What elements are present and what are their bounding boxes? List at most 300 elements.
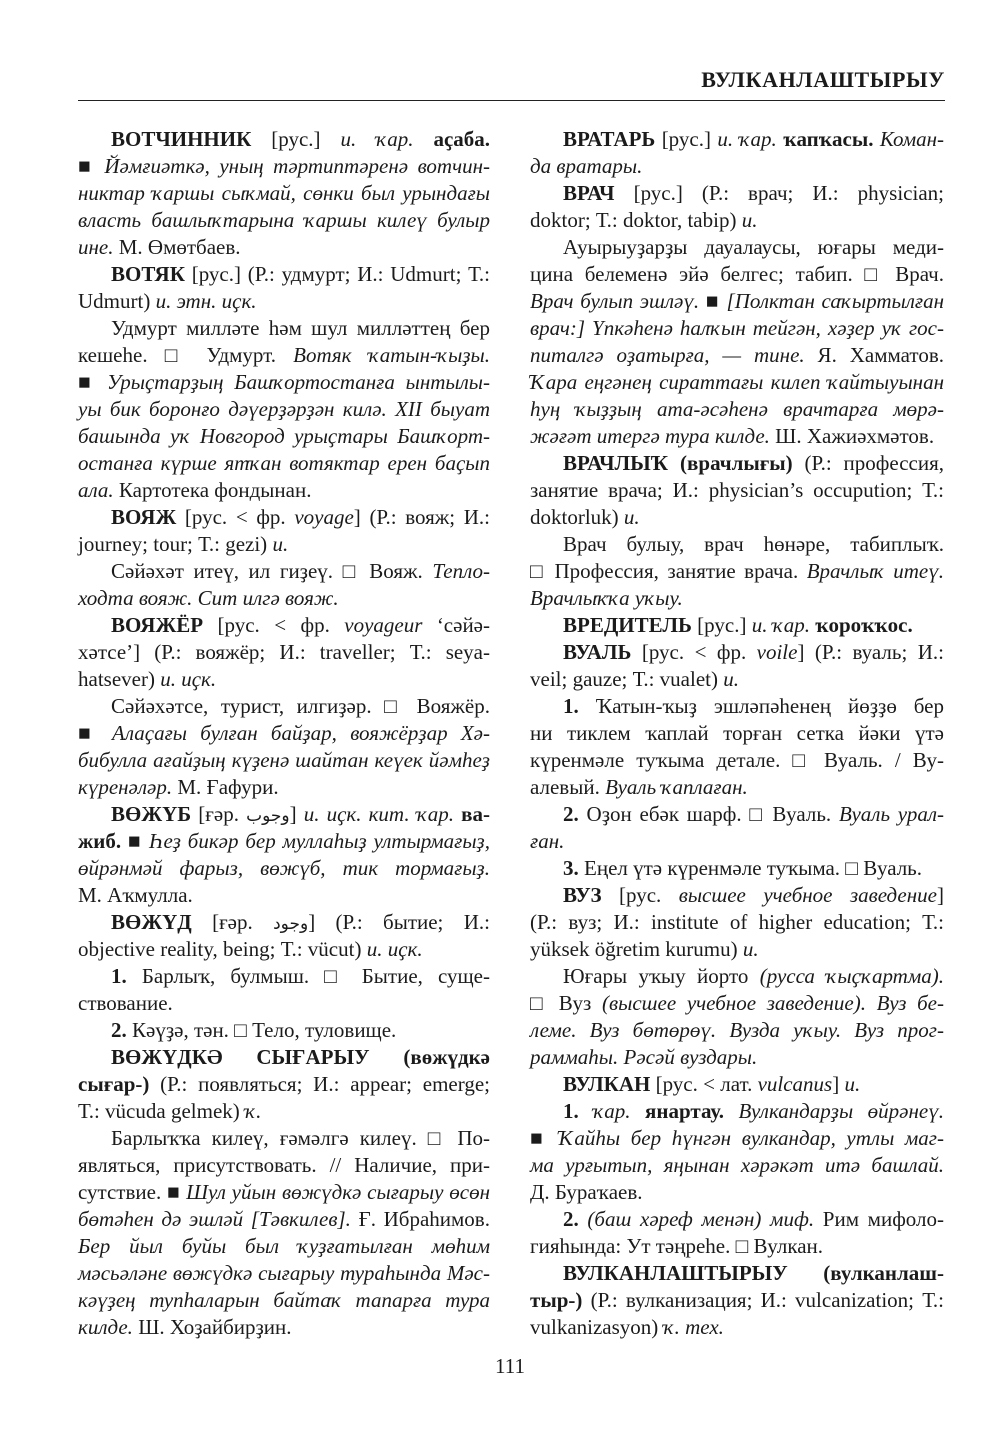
- italic-text: леме. Вуз бөтөрөү. Вузда уҡыу. Вуз прог-: [530, 1018, 944, 1042]
- text: ]: [289, 802, 304, 826]
- text-line: [78, 261, 490, 288]
- dictionary-paragraph: [530, 234, 944, 450]
- text-line: [530, 369, 944, 396]
- bold-text: аҫаба.: [433, 127, 491, 151]
- text-line: [78, 882, 490, 909]
- text-line: [78, 153, 490, 180]
- text-line: [78, 612, 490, 639]
- text: М. Аҡмулла.: [78, 883, 193, 907]
- text-line: [530, 477, 944, 504]
- headword: ВУЗ: [563, 883, 602, 907]
- text-line: [78, 450, 490, 477]
- dictionary-paragraph: [530, 1260, 944, 1341]
- text: ]: [832, 1072, 845, 1096]
- text: (Р.: профессия,: [792, 451, 944, 475]
- text-line: [530, 153, 944, 180]
- italic-text: килде.: [78, 1315, 133, 1339]
- text-line: [530, 342, 944, 369]
- dictionary-paragraph: [78, 612, 490, 693]
- text-line: [78, 801, 490, 828]
- text: Д. Бураҡаев.: [530, 1180, 643, 1204]
- text-line: [78, 423, 490, 450]
- text-line: [78, 1098, 490, 1125]
- text-line: [530, 774, 944, 801]
- text-line: [78, 396, 490, 423]
- italic-text: и. ҡар.: [340, 127, 414, 151]
- italic-text: Ҡайһы бер һүнгән вулкандар, утлы маг-: [558, 1126, 944, 1150]
- italic-text: Тепло-: [432, 559, 490, 583]
- text-line: [530, 666, 944, 693]
- dictionary-paragraph: [530, 855, 944, 882]
- text: [631, 1099, 645, 1123]
- text: doktorluk): [530, 505, 624, 529]
- text-line: [530, 558, 944, 585]
- dictionary-paragraph: [78, 126, 490, 261]
- italic-text: Йәмғиәткә, уның тәртиптәренә вотчин-: [104, 154, 491, 178]
- text-line: [530, 882, 944, 909]
- text-line: [530, 126, 944, 153]
- text: [рус.: [601, 883, 679, 907]
- text-line: [78, 477, 490, 504]
- italic-text: (русса ҡыҫҡартма).: [759, 964, 944, 988]
- text-line: [78, 1233, 490, 1260]
- headword: ВУАЛЬ: [563, 640, 632, 664]
- text: хәтсе’] (Р.: вояжёр; И.: traveller; Т.: seya-: [78, 640, 490, 664]
- italic-text: и.: [741, 208, 758, 232]
- text: гияһында: Ут тәңреһе. □ Вулкан.: [530, 1234, 824, 1258]
- text: journey; tour; Т.: gezi): [78, 532, 273, 556]
- text-line: [530, 180, 944, 207]
- text: □ Профессия, занятие врача.: [530, 559, 807, 583]
- text-line: [530, 423, 944, 450]
- text-line: [530, 1071, 944, 1098]
- text: ■: [78, 370, 107, 394]
- headword: ВӨЖҮД: [111, 910, 192, 934]
- text: Т.: vücuda gelmek): [78, 1099, 246, 1123]
- text-line: [78, 1044, 490, 1071]
- dictionary-paragraph: [530, 963, 944, 1071]
- italic-text: и.: [723, 667, 739, 691]
- text: ■: [78, 154, 105, 178]
- text-line: [78, 369, 490, 396]
- text-line: [530, 990, 944, 1017]
- text: [рус. < фр.: [631, 640, 757, 664]
- italic-text: и.: [844, 1072, 861, 1096]
- italic-text: и. иҫк.: [366, 937, 423, 961]
- text: [579, 1099, 593, 1123]
- dictionary-paragraph: [78, 315, 490, 504]
- text: [рус.]: [655, 127, 718, 151]
- italic-text: ҡар.: [593, 1099, 631, 1123]
- text: алевый.: [530, 775, 606, 799]
- italic-text: кәүҙең тупһаларын байтаҡ тапарға тура: [78, 1288, 490, 1312]
- text: Ҡатын-ҡыҙ эшләпәһенең йөҙҙө бер: [578, 694, 944, 718]
- text-line: [530, 1287, 944, 1314]
- text: [ғәр.: [191, 910, 274, 934]
- italic-text: voyageur: [344, 613, 423, 637]
- page-number: 111: [495, 1354, 525, 1378]
- dictionary-paragraph: [78, 693, 490, 801]
- dictionary-paragraph: [78, 1017, 490, 1044]
- text-line: [530, 1233, 944, 1260]
- text: Сәйәхәт итеү, ил гиҙеү. □ Вояж.: [111, 559, 433, 583]
- text-line: [78, 1071, 490, 1098]
- text-line: [530, 801, 944, 828]
- dictionary-paragraph: [530, 612, 944, 639]
- text: Юғары уҡыу йорто: [563, 964, 760, 988]
- text-line: [78, 234, 490, 261]
- text-line: [78, 558, 490, 585]
- headword: ВРЕДИТЕЛЬ: [563, 613, 692, 637]
- italic-text: бибулла ағайҙың күҙенә шайтан кеүек йәмһеҙ: [78, 748, 490, 772]
- text-line: [78, 1017, 490, 1044]
- italic-text: Коман-: [879, 127, 945, 151]
- text: цина белеменә эйә белгес; табип. □ Врач.: [530, 262, 944, 286]
- text-line: [78, 180, 490, 207]
- text: Я. Хамматов.: [804, 343, 944, 367]
- bold-text: ҡапҡасы.: [783, 127, 874, 151]
- text-line: [78, 342, 490, 369]
- italic-text: башында уҡ Новгород урыҫтары Башҡорт-: [78, 424, 490, 448]
- italic-text: күренәләр.: [78, 775, 173, 799]
- text-line: [530, 1206, 944, 1233]
- bold-text: 2.: [111, 1018, 127, 1042]
- text-line: [78, 1206, 490, 1233]
- text-line: [530, 531, 944, 558]
- text-line: [530, 234, 944, 261]
- text: ■: [530, 1126, 559, 1150]
- text-line: [530, 261, 944, 288]
- text: ] (Р.: бытие; И.:: [308, 910, 490, 934]
- text: doktor; Т.: doktor, tabip): [530, 208, 742, 232]
- text-line: [78, 1125, 490, 1152]
- italic-text: и.: [623, 505, 640, 529]
- text-line: [530, 1125, 944, 1152]
- dictionary-paragraph: [530, 1071, 944, 1098]
- text-line: [530, 936, 944, 963]
- text-line: [530, 1098, 944, 1125]
- italic-text: ған.: [530, 829, 565, 853]
- headword: ВРАТАРЬ: [563, 127, 656, 151]
- right-column: [530, 126, 944, 1341]
- italic-text: и.: [742, 937, 759, 961]
- text: Udmurt): [78, 289, 156, 313]
- headword: ВОЯЖ: [111, 505, 177, 529]
- italic-text: да вратары.: [530, 154, 643, 178]
- text-line: [78, 936, 490, 963]
- text-line: [78, 855, 490, 882]
- text: (Р.: вулканизация; И.: vulcanization; Т.:: [582, 1288, 944, 1312]
- dictionary-paragraph: [530, 639, 944, 693]
- bold-text: 3.: [563, 856, 579, 880]
- text: ]: [937, 883, 944, 907]
- dictionary-paragraph: [78, 504, 490, 558]
- text-line: [78, 666, 490, 693]
- italic-text: Вуаль ҡаплаған.: [605, 775, 748, 799]
- dictionary-paragraph: [78, 1044, 490, 1125]
- text: hatsever): [78, 667, 161, 691]
- italic-text: voyage: [294, 505, 354, 529]
- italic-text: ходта вояж. Сит илгә вояж.: [78, 586, 339, 610]
- bold-text: ҡороҡҡос.: [815, 613, 913, 637]
- italic-text: Шул уйын вөжүдкә сығарыу өсөн: [186, 1180, 490, 1204]
- text: ] (Р.: вуаль; И.:: [797, 640, 944, 664]
- text-line: [530, 1044, 944, 1071]
- italic-text: (высшее учебное заведение). Вуз бе-: [602, 991, 944, 1015]
- text-line: [78, 1179, 490, 1206]
- text-line: [530, 450, 944, 477]
- dictionary-paragraph: [530, 1098, 944, 1206]
- italic-text: жәғәт итергә тура килде.: [530, 424, 770, 448]
- italic-text: питалгә оҙатырға, — тине.: [530, 343, 805, 367]
- italic-text: vulcanus: [757, 1072, 833, 1096]
- text: Рим мифоло-: [814, 1207, 944, 1231]
- text: Оҙон ебәк шарф. □ Вуаль.: [578, 802, 839, 826]
- dictionary-paragraph: [530, 882, 944, 963]
- italic-text: ҡ.: [245, 1099, 262, 1123]
- italic-text: Врач булып эшләү.: [530, 289, 700, 313]
- text: [рус.]: [251, 127, 341, 151]
- text-line: [530, 909, 944, 936]
- left-column: [78, 126, 490, 1341]
- italic-text: уы бик боронғо дәүерҙәрҙән килә. XII быуат: [78, 397, 490, 421]
- text-line: [530, 855, 944, 882]
- text-line: [78, 288, 490, 315]
- text: Кәүҙә, тән. □ Тело, туловище.: [126, 1018, 397, 1042]
- text: Ауырыуҙарҙы дауалаусы, юғары меди-: [563, 235, 944, 259]
- italic-text: высшее учебное заведение: [678, 883, 937, 907]
- text-line: [78, 585, 490, 612]
- bold-text: 1.: [563, 1099, 579, 1123]
- text-line: [78, 963, 490, 990]
- headword: ВУЛКАН: [563, 1072, 651, 1096]
- text-line: [530, 396, 944, 423]
- text-line: [78, 990, 490, 1017]
- dictionary-paragraph: [78, 261, 490, 315]
- text-line: [530, 288, 944, 315]
- italic-text: и. ҡар.: [751, 613, 811, 637]
- text: objective reality, being; Т.: vücut): [78, 937, 367, 961]
- italic-text: и. этн. иҫк.: [155, 289, 257, 313]
- text: Барлыҡҡа килеү, ғәмәлгә килеү. □ По-: [111, 1126, 490, 1150]
- italic-text: ине.: [78, 235, 114, 259]
- dictionary-paragraph: [78, 963, 490, 1017]
- italic-text: и. иҫк. кит. ҡар.: [303, 802, 455, 826]
- italic-text: и. иҫк.: [160, 667, 217, 691]
- italic-text: Бер йыл буйы был ҡуҙғатылған мөһим: [78, 1234, 490, 1258]
- text-line: [530, 963, 944, 990]
- headword: ВОТЯК: [111, 262, 185, 286]
- text-line: [78, 315, 490, 342]
- header-rule: [78, 100, 945, 101]
- text-line: [78, 207, 490, 234]
- text-line: [78, 639, 490, 666]
- text-line: [78, 126, 490, 153]
- italic-text: останға күрше ятҡан вотяктар ерен баҫып: [78, 451, 490, 475]
- text-line: [78, 774, 490, 801]
- text: М. Өмөтбаев.: [113, 235, 241, 259]
- text-line: [530, 747, 944, 774]
- dictionary-paragraph: [78, 1125, 490, 1341]
- italic-text: [Полктан саҡыртылған: [726, 289, 944, 313]
- text: М. Ғафури.: [172, 775, 279, 799]
- text-line: [530, 504, 944, 531]
- text: кешеһе. □ Удмурт.: [78, 343, 294, 367]
- text: занятие врача; И.: physician’s occupution; Т.:: [530, 478, 944, 502]
- text-line: [530, 1152, 944, 1179]
- bold-text: сығар-): [78, 1072, 150, 1096]
- italic-text: (баш хәреф менән) миф.: [587, 1207, 815, 1231]
- text: ‘сәйә-: [422, 613, 490, 637]
- text: ■: [78, 721, 113, 745]
- running-head: ВУЛКАНЛАШТЫРЫУ: [701, 67, 945, 92]
- headword: ВОЯЖЁР: [111, 613, 204, 637]
- text: ] (Р.: вояж; И.:: [353, 505, 490, 529]
- headword: ВОТЧИННИК: [111, 127, 252, 151]
- text-line: [530, 1017, 944, 1044]
- text: Врач булыу, врач һөнәре, табиплыҡ.: [563, 532, 944, 556]
- text-line: [530, 1314, 944, 1341]
- text: Ш. Хоҙайбирҙин.: [132, 1315, 292, 1339]
- headword: ВРАЧЛЫҠ (врачлығы): [563, 451, 793, 475]
- italic-text: ҡ. тех.: [663, 1315, 724, 1339]
- text: Еңел үтә күренмәле туҡыма. □ Вуаль.: [578, 856, 922, 880]
- dictionary-paragraph: [78, 801, 490, 909]
- bold-text: 2.: [563, 1207, 579, 1231]
- text: □ Вуз: [530, 991, 603, 1015]
- dictionary-paragraph: [530, 450, 944, 531]
- italic-text: ала.: [78, 478, 114, 502]
- italic-text: власть башлыҡтарына ҡаршы килеү булыр: [78, 208, 490, 232]
- italic-text: раммаһы. Рәсәй вуздары.: [530, 1045, 758, 1069]
- text: [ғәр.: [191, 802, 247, 826]
- arabic-text: وجود: [273, 914, 309, 934]
- text-line: [78, 504, 490, 531]
- italic-text: Урыҫтарҙың Башҡортостанға ынтылы-: [106, 370, 491, 394]
- headword: ВӨЖҮДКӘ СЫҒАРЫУ (вөжүдкә: [111, 1045, 490, 1069]
- italic-text: и.: [272, 532, 289, 556]
- text-line: [78, 909, 490, 936]
- text-line: [78, 693, 490, 720]
- dictionary-paragraph: [530, 693, 944, 801]
- text-line: [78, 828, 490, 855]
- text: yüksek öğretim kurumu): [530, 937, 743, 961]
- italic-text: Һеҙ бикәр бер муллаһыҙ ултырмағыҙ,: [148, 829, 490, 853]
- italic-text: врач:] Үпкәһенә һалҡын тейгән, хәҙер уҡ гос-: [530, 316, 944, 340]
- dictionary-paragraph: [78, 558, 490, 612]
- text-line: [530, 207, 944, 234]
- text: [рус.]: [691, 613, 752, 637]
- text-line: [78, 1152, 490, 1179]
- italic-text: Вулкандарҙы өйрәнеү.: [738, 1099, 944, 1123]
- italic-text: никтар ҡаршы сыҡмай, сөнки был урындағы: [78, 181, 490, 205]
- italic-text: Вотяк ҡатын-ҡыҙы.: [293, 343, 490, 367]
- bold-text: тыр-): [530, 1288, 583, 1312]
- italic-text: бөтәһен дә эшләй [Тәвкилев].: [78, 1207, 351, 1231]
- bold-text: ва-: [461, 802, 491, 826]
- text: являться, присутствовать. // Наличие, при-: [78, 1153, 490, 1177]
- bold-text: янартау.: [645, 1099, 725, 1123]
- text-line: [78, 747, 490, 774]
- dictionary-paragraph: [530, 531, 944, 612]
- dictionary-paragraph: [530, 126, 944, 180]
- text: [рус. < лат.: [650, 1072, 758, 1096]
- text: vulkanizasyon): [530, 1315, 664, 1339]
- text-line: [530, 693, 944, 720]
- text: ■: [121, 829, 149, 853]
- italic-text: Ҡара еңгәнең сираттағы килеп ҡайтыуынан: [530, 370, 944, 394]
- text: [рус.] (Р.: удмурт; И.: Udmurt; Т.:: [184, 262, 490, 286]
- italic-text: voile: [756, 640, 798, 664]
- dictionary-paragraph: [78, 909, 490, 963]
- italic-text: и. ҡар.: [717, 127, 777, 151]
- headword: ВУЛКАНЛАШТЫРЫУ (вулканлаш-: [563, 1261, 944, 1285]
- headword: ВӨЖҮБ: [111, 802, 192, 826]
- text: [724, 1099, 738, 1123]
- text: Удмурт милләте һәм шул милләттең бер: [111, 316, 490, 340]
- text: Сәйәхәтсе, турист, илгиҙәр. □ Вояжёр.: [111, 694, 490, 718]
- text: ствование.: [78, 991, 173, 1015]
- text: Ш. Хажиәхмәтов.: [769, 424, 935, 448]
- italic-text: ма урғытып, яңынан хәрәкәт итә башлай.: [530, 1153, 944, 1177]
- dictionary-paragraph: [530, 801, 944, 855]
- text-line: [530, 315, 944, 342]
- text-line: [530, 1260, 944, 1287]
- text: veil; gauze; Т.: vualet): [530, 667, 724, 691]
- text: Картотека фондынан.: [113, 478, 312, 502]
- text: [рус. < фр.: [176, 505, 295, 529]
- text: Барлыҡ, булмыш. □ Бытие, суще-: [126, 964, 490, 988]
- text-line: [530, 585, 944, 612]
- italic-text: һуң ҡыҙҙың ата-әсәһенә врачтарға мөрә-: [530, 397, 944, 421]
- italic-text: Вуаль урал-: [838, 802, 944, 826]
- text-line: [530, 612, 944, 639]
- headword: ВРАЧ: [563, 181, 615, 205]
- text-line: [78, 720, 490, 747]
- text: сутствие. ■: [78, 1180, 187, 1204]
- bold-text: 1.: [563, 694, 579, 718]
- bold-text: 1.: [111, 964, 127, 988]
- text: күренмәле туҡыма детале. □ Вуаль. / Ву-: [530, 748, 944, 772]
- text: (Р.: вуз; И.: institute of higher education; Т.:: [530, 910, 944, 934]
- text: ни тиклем ҡаплай торған сетка йәки үтә: [530, 721, 944, 745]
- italic-text: мәсьәләне вөжүдкә сығарыу тураһында Мәс-: [78, 1261, 490, 1285]
- text: ■: [699, 289, 727, 313]
- text: [рус.] (Р.: врач; И.: physician;: [614, 181, 944, 205]
- bold-text: жиб.: [78, 829, 122, 853]
- text: Ғ. Ибраһимов.: [350, 1207, 490, 1231]
- arabic-text: وجوب: [246, 806, 290, 826]
- text-line: [78, 1260, 490, 1287]
- text-line: [78, 531, 490, 558]
- text-line: [78, 1287, 490, 1314]
- bold-text: 2.: [563, 802, 579, 826]
- italic-text: Алаҫағы булған байҙар, вояжёрҙар Хә-: [112, 721, 491, 745]
- text-line: [530, 828, 944, 855]
- text: (Р.: появляться; И.: appear; emerge;: [149, 1072, 490, 1096]
- italic-text: өйрәнмәй фарыз, вөжүб, тик тормағыҙ.: [78, 856, 490, 880]
- dictionary-paragraph: [530, 1206, 944, 1260]
- text-line: [530, 639, 944, 666]
- italic-text: Врачлыҡ итеү.: [806, 559, 944, 583]
- italic-text: Врачлыҡҡа уҡыу.: [530, 586, 683, 610]
- text: [414, 127, 434, 151]
- dictionary-paragraph: [530, 180, 944, 234]
- text-line: [530, 1179, 944, 1206]
- text-line: [78, 1314, 490, 1341]
- text: [рус. < фр.: [203, 613, 345, 637]
- text-line: [530, 720, 944, 747]
